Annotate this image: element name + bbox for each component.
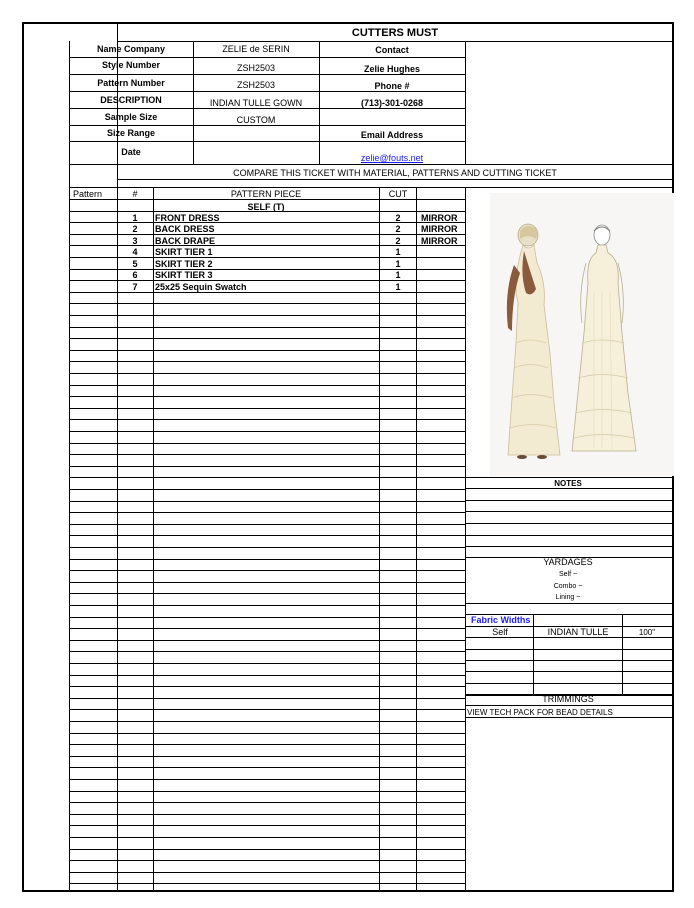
grid-line (22, 22, 24, 890)
piece-number: 1 (132, 213, 138, 223)
piece-note: MIRROR (421, 213, 458, 223)
grid-line (69, 825, 465, 826)
grid-line (69, 408, 465, 409)
trimmings-note: VIEW TECH PACK FOR BEAD DETAILS (467, 708, 613, 717)
grid-line (69, 582, 465, 583)
grid-line (69, 524, 465, 525)
sheet-title: CUTTERS MUST (351, 27, 439, 39)
grid-line (69, 767, 465, 768)
piece-cut: 1 (395, 259, 401, 269)
pattern-number-label: Pattern Number (97, 78, 165, 88)
grid-line (117, 179, 672, 180)
grid-line (69, 547, 465, 548)
yardages-title: YARDAGES (543, 557, 593, 567)
piece-name: SKIRT TIER 1 (155, 247, 213, 257)
grid-line (69, 396, 465, 397)
grid-line (465, 649, 672, 650)
grid-line (69, 141, 193, 142)
grid-line (69, 454, 465, 455)
compare-notice: COMPARE THIS TICKET WITH MATERIAL, PATTERNS AND CUTTING TICKET (233, 168, 557, 178)
grid-line (465, 705, 672, 706)
sample-size-value: CUSTOM (236, 115, 276, 125)
grid-line (117, 41, 672, 42)
grid-line (69, 651, 465, 652)
grid-line (22, 890, 673, 892)
style-number-label: Style Number (101, 60, 161, 70)
grid-line (319, 141, 465, 142)
grid-line (69, 327, 465, 328)
grid-line (69, 709, 465, 710)
grid-line (69, 466, 465, 467)
grid-line (69, 222, 465, 223)
grid-line (69, 617, 465, 618)
grid-line (319, 125, 465, 126)
grid-line (69, 512, 465, 513)
fabric-name: INDIAN TULLE (547, 627, 609, 637)
grid-line (193, 141, 319, 142)
grid-line (69, 164, 672, 165)
gown-illustration (490, 193, 674, 476)
grid-line (69, 849, 465, 850)
grid-line (69, 570, 465, 571)
fabric-width: 100" (638, 628, 656, 637)
grid-line (69, 292, 465, 293)
phone-label: Phone # (374, 81, 410, 91)
grid-line (465, 546, 672, 547)
grid-line (69, 501, 465, 502)
grid-line (69, 802, 465, 803)
grid-line (69, 663, 465, 664)
grid-line (117, 22, 118, 890)
column-header-pattern: Pattern (73, 189, 103, 199)
section-label-self: SELF (T) (247, 202, 285, 212)
grid-line (69, 535, 465, 536)
grid-line (69, 373, 465, 374)
piece-number: 5 (132, 259, 138, 269)
grid-line (69, 559, 465, 560)
grid-line (69, 628, 465, 629)
grid-line (69, 477, 465, 478)
name-company-value: ZELIE de SERIN (222, 44, 290, 54)
piece-name: BACK DRESS (155, 224, 215, 234)
grid-line (69, 431, 465, 432)
grid-line (69, 744, 465, 745)
description-label: DESCRIPTION (100, 95, 162, 105)
piece-cut: 1 (395, 270, 401, 280)
grid-line (69, 338, 465, 339)
piece-number: 3 (132, 236, 138, 246)
grid-line (533, 614, 534, 694)
grid-line (69, 257, 465, 258)
grid-line (69, 280, 465, 281)
grid-line (69, 733, 465, 734)
grid-line (69, 303, 465, 304)
column-header-number: # (132, 189, 138, 199)
grid-line (69, 791, 465, 792)
sample-size-label: Sample Size (104, 112, 158, 122)
size-range-label: Size Range (106, 128, 156, 138)
notes-label: NOTES (554, 479, 582, 488)
grid-line (69, 756, 465, 757)
email-link[interactable]: zelie@fouts.net (360, 153, 424, 163)
column-header-cut: CUT (388, 189, 408, 199)
piece-name: SKIRT TIER 3 (155, 270, 213, 280)
style-number-value: ZSH2503 (236, 63, 276, 73)
grid-line (69, 640, 465, 641)
grid-line (69, 779, 465, 780)
contact-label: Contact (375, 45, 409, 55)
name-company-label: Name Company (96, 44, 166, 54)
fabric-widths-title: Fabric Widths (471, 615, 531, 625)
grid-line (69, 489, 465, 490)
piece-cut: 2 (395, 236, 401, 246)
piece-cut: 2 (395, 224, 401, 234)
grid-line (465, 660, 672, 661)
fabric-type: Self (492, 627, 508, 637)
piece-name: 25x25 Sequin Swatch (155, 282, 247, 292)
grid-line (69, 269, 465, 270)
grid-line (69, 675, 465, 676)
grid-line (69, 315, 465, 316)
piece-cut: 1 (395, 247, 401, 257)
grid-line (69, 57, 193, 58)
pattern-number-value: ZSH2503 (236, 80, 276, 90)
phone-value: (713)-301-0268 (360, 98, 424, 108)
grid-line (69, 385, 465, 386)
piece-name: FRONT DRESS (155, 213, 220, 223)
grid-line (22, 22, 673, 24)
piece-number: 6 (132, 270, 138, 280)
grid-line (465, 683, 672, 684)
grid-line (69, 108, 193, 109)
piece-number: 2 (132, 224, 138, 234)
grid-line (69, 245, 465, 246)
grid-line (69, 125, 193, 126)
piece-number: 4 (132, 247, 138, 257)
grid-line (622, 614, 623, 694)
grid-line (193, 74, 319, 75)
piece-number: 7 (132, 282, 138, 292)
grid-line (69, 837, 465, 838)
piece-cut: 2 (395, 213, 401, 223)
grid-line (69, 814, 465, 815)
piece-note: MIRROR (421, 236, 458, 246)
piece-note: MIRROR (421, 224, 458, 234)
grid-line (193, 41, 194, 164)
grid-line (465, 41, 466, 164)
grid-line (193, 91, 319, 92)
grid-line (69, 187, 672, 188)
contact-name: Zelie Hughes (363, 64, 421, 74)
trimmings-title: TRIMMINGS (542, 694, 594, 704)
grid-line (465, 523, 672, 524)
grid-line (465, 500, 672, 501)
date-label: Date (121, 147, 141, 157)
grid-line (69, 593, 465, 594)
grid-line (465, 187, 466, 890)
description-value: INDIAN TULLE GOWN (209, 98, 303, 108)
grid-line (69, 74, 193, 75)
column-header-piece: PATTERN PIECE (230, 189, 302, 199)
yardage-lining: Lining ~ (555, 594, 581, 601)
grid-line (69, 234, 465, 235)
piece-cut: 1 (395, 282, 401, 292)
email-label: Email Address (360, 130, 424, 140)
piece-name: BACK DRAPE (155, 236, 216, 246)
grid-line (69, 443, 465, 444)
grid-line (69, 686, 465, 687)
piece-name: SKIRT TIER 2 (155, 259, 213, 269)
grid-line (69, 350, 465, 351)
grid-line (465, 603, 672, 604)
yardage-self: Self ~ (558, 571, 578, 578)
grid-line (69, 361, 465, 362)
grid-line (69, 91, 193, 92)
grid-line (69, 883, 465, 884)
grid-line (319, 41, 320, 164)
grid-line (69, 860, 465, 861)
grid-line (69, 721, 465, 722)
grid-line (69, 605, 465, 606)
grid-line (465, 511, 672, 512)
grid-line (69, 872, 465, 873)
grid-line (465, 671, 672, 672)
grid-line (193, 57, 319, 58)
grid-line (69, 419, 465, 420)
grid-line (69, 698, 465, 699)
grid-line (319, 57, 465, 58)
grid-line (465, 535, 672, 536)
yardage-combo: Combo ~ (553, 583, 583, 590)
